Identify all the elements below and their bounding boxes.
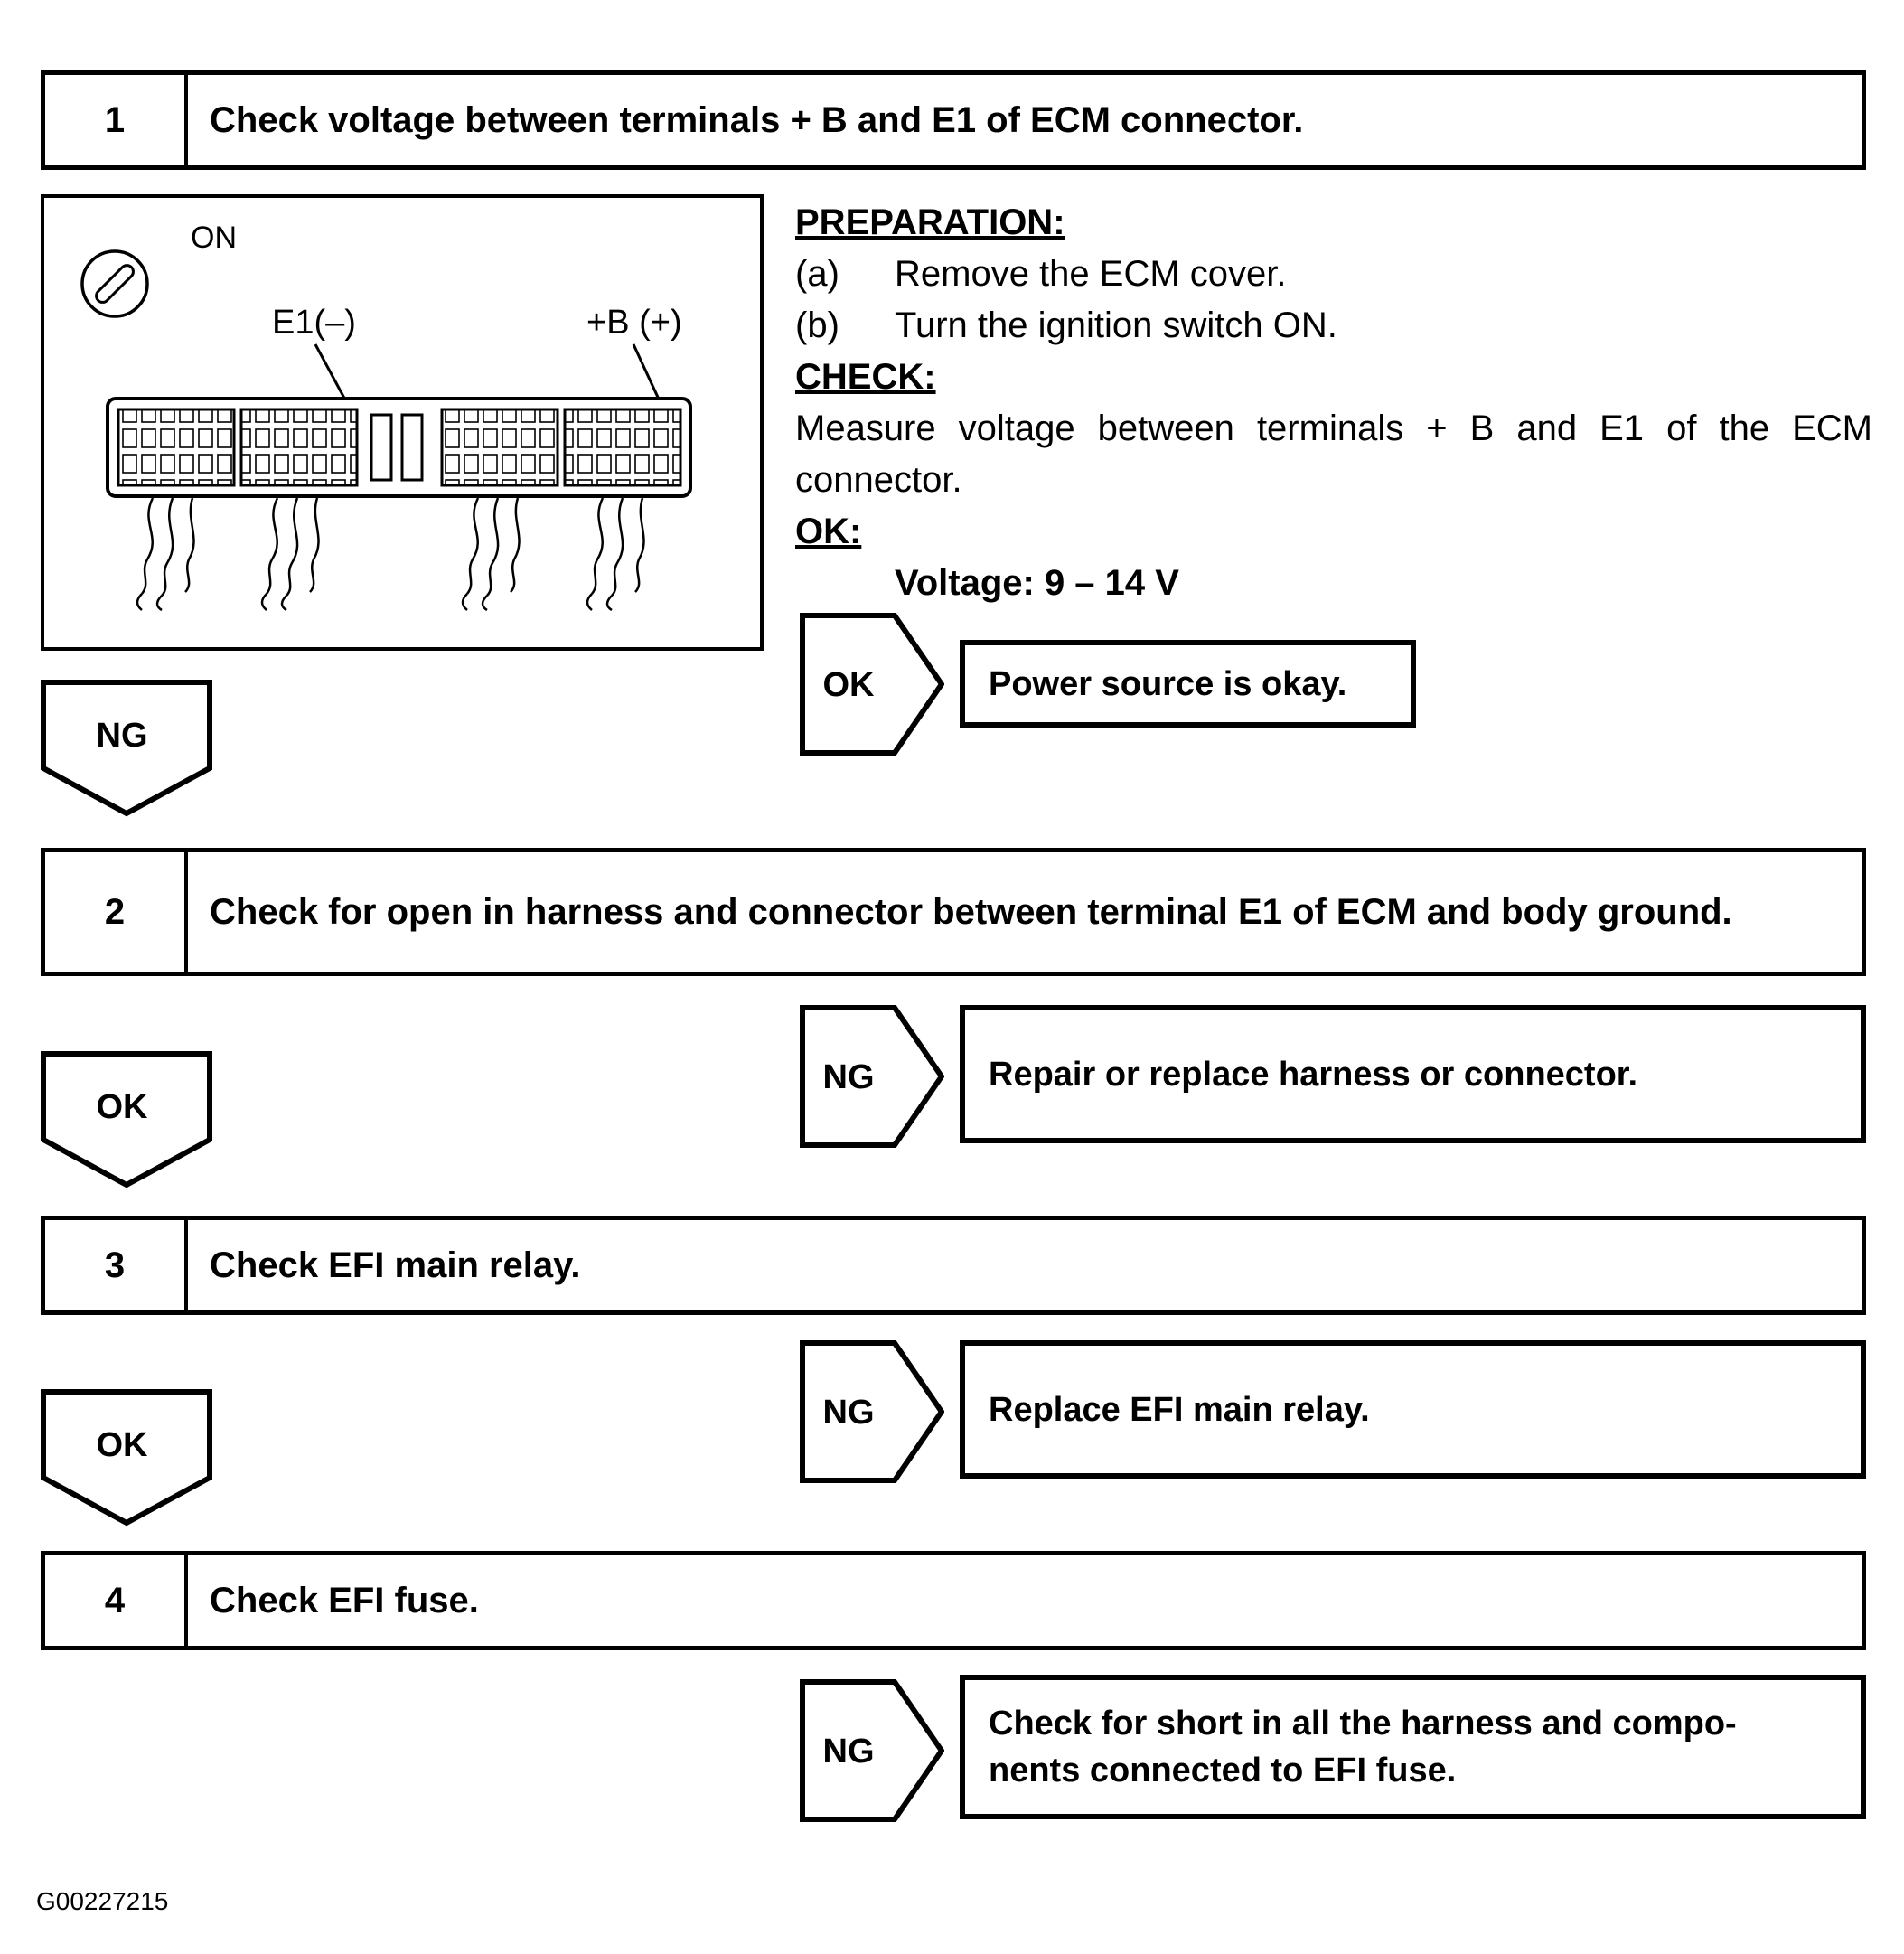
result-box-power-source xyxy=(960,640,1416,728)
prep-item-b-text: Turn the ignition switch ON. xyxy=(895,305,1337,345)
check-text: Measure voltage between terminals + B and E1 of the ECM connector. xyxy=(795,409,1872,500)
prep-item-a-index: (a) xyxy=(795,254,839,294)
step-1-number: 1 xyxy=(45,75,188,165)
ok-down-connector-3 xyxy=(41,1389,212,1527)
ng-flag-label: NG xyxy=(822,1058,875,1096)
ok-flag-label: OK xyxy=(822,666,875,704)
prep-item-b xyxy=(795,300,1872,352)
ignition-on-label: ON xyxy=(191,221,237,255)
step-1-box xyxy=(41,70,1866,170)
ok-flag-label: OK xyxy=(96,1426,148,1464)
ok-branch-arrow-1 xyxy=(800,613,944,756)
result-line: Power source is okay. xyxy=(989,664,1347,703)
ok-down-connector-2 xyxy=(41,1051,212,1188)
preparation-heading: PREPARATION: xyxy=(795,202,1065,242)
prep-item-a-text: Remove the ECM cover. xyxy=(895,254,1287,294)
terminal-e1-label: E1(–) xyxy=(272,304,356,342)
step-4-title: Check EFI fuse. xyxy=(210,1581,479,1621)
ng-flag-label: NG xyxy=(822,1733,875,1771)
step-4-box xyxy=(41,1551,1866,1650)
ok-flag-label: OK xyxy=(96,1088,148,1126)
result-box-replace-relay xyxy=(960,1340,1866,1479)
step-3-box xyxy=(41,1216,1866,1315)
ecm-connector-body xyxy=(108,399,690,496)
ng-down-connector-1 xyxy=(41,680,212,817)
check-heading: CHECK: xyxy=(795,357,936,397)
ng-flag-label: NG xyxy=(822,1394,875,1432)
result-box-repair-harness xyxy=(960,1005,1866,1143)
voltage-spec: Voltage: 9 – 14 V xyxy=(895,563,1179,603)
ng-flag-label: NG xyxy=(96,717,148,755)
step-2-number: 2 xyxy=(45,852,188,972)
ok-heading: OK: xyxy=(795,512,862,551)
ng-branch-arrow-3 xyxy=(800,1340,944,1483)
result-line: Replace EFI main relay. xyxy=(989,1390,1370,1429)
step-4-number: 4 xyxy=(45,1555,188,1646)
figure-code: G00227215 xyxy=(36,1887,169,1915)
result-box-check-short xyxy=(960,1675,1866,1819)
result-line: Check for short in all the harness and compo- xyxy=(989,1705,1737,1743)
step-1-title: Check voltage between terminals + B and E1 of ECM connector. xyxy=(210,100,1304,140)
step-3-number: 3 xyxy=(45,1220,188,1310)
result-line: nents connected to EFI fuse. xyxy=(989,1752,1457,1790)
ecm-connector-drawing xyxy=(44,198,760,647)
step-2-title: Check for open in harness and connector between terminal E1 of ECM and body ground. xyxy=(210,892,1732,932)
prep-item-b-index: (b) xyxy=(795,305,839,345)
prep-item-a xyxy=(795,249,1872,300)
step-2-box xyxy=(41,848,1866,976)
ignition-key-icon xyxy=(82,251,147,316)
ng-branch-arrow-2 xyxy=(800,1005,944,1148)
result-line: Repair or replace harness or connector. xyxy=(989,1055,1638,1094)
step-3-title: Check EFI main relay. xyxy=(210,1245,581,1285)
ng-branch-arrow-4 xyxy=(800,1679,944,1822)
terminal-b-label: +B (+) xyxy=(586,304,682,342)
ecm-connector-illustration xyxy=(41,194,764,651)
instruction-text-block xyxy=(795,197,1872,609)
wire-bundles xyxy=(137,498,644,610)
